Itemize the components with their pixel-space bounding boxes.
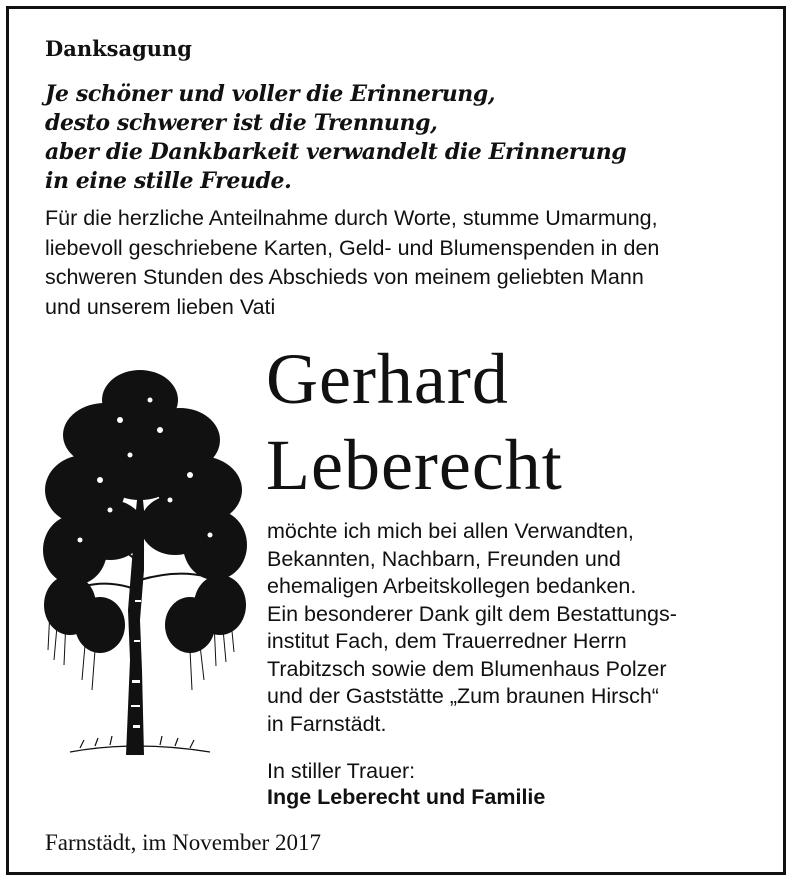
memorial-quote bbox=[45, 80, 626, 196]
quote-line: Je schöner und voller die Erinnerung, bbox=[45, 81, 496, 107]
quote-line: in eine stille Freude. bbox=[45, 168, 292, 194]
intro-line: schweren Stunden des Abschieds von meinem geliebten Mann bbox=[45, 265, 644, 289]
deceased-last-name: Leberecht bbox=[266, 425, 563, 505]
thanks-line: ehemaligen Arbeitskollegen bedanken. bbox=[267, 574, 637, 598]
signature-name: Inge Leberecht und Familie bbox=[267, 785, 546, 809]
quote-line: desto schwerer ist die Trennung, bbox=[45, 110, 438, 136]
thanks-line: in Farnstädt. bbox=[267, 711, 387, 736]
deceased-name bbox=[266, 336, 563, 508]
intro-line: und unserem lieben Vati bbox=[45, 294, 276, 319]
signature-label: In stiller Trauer: bbox=[267, 759, 416, 783]
birch-tree-icon bbox=[40, 360, 250, 760]
intro-line: Für die herzliche Anteilnahme durch Worte, stumme Umarmung, bbox=[45, 206, 658, 230]
thanks-line: Trabitzsch sowie dem Blumenhaus Polzer bbox=[267, 656, 667, 681]
notice-heading: Danksagung bbox=[45, 36, 192, 61]
thanks-line: institut Fach, dem Trauerredner Herrn bbox=[267, 629, 627, 653]
quote-line: aber die Dankbarkeit verwandelt die Erinnerung bbox=[45, 139, 627, 165]
thanks-text bbox=[267, 518, 677, 738]
intro-text bbox=[45, 204, 659, 322]
place-date: Farnstädt, im November 2017 bbox=[45, 830, 321, 855]
thanks-line: Ein besonderer Dank gilt dem Bestattungs- bbox=[267, 601, 677, 626]
thanks-line: und der Gaststätte „Zum braunen Hirsch“ bbox=[267, 684, 659, 708]
thanks-line: Bekannten, Nachbarn, Freunden und bbox=[267, 546, 621, 571]
intro-line: liebevoll geschriebene Karten, Geld- und Blumenspenden in den bbox=[45, 235, 660, 260]
thanks-line: möchte ich mich bei allen Verwandten, bbox=[267, 519, 634, 543]
deceased-first-name: Gerhard bbox=[266, 339, 509, 419]
